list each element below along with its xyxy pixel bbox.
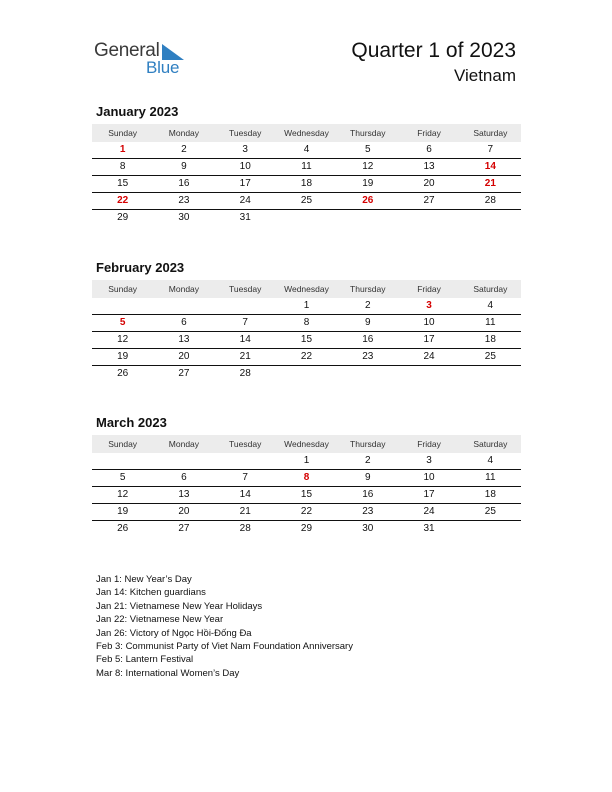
holiday-note: Feb 3: Communist Party of Viet Nam Foundation Anniversary (96, 641, 353, 653)
weekday-header (92, 435, 521, 453)
month-march (92, 414, 521, 537)
day-cell (337, 366, 398, 382)
day-cell: 1 (303, 455, 310, 466)
day-cell: 13 (178, 334, 190, 345)
weekday-label: Friday (417, 284, 441, 294)
day-cell: 28 (484, 195, 496, 206)
day-cell: 16 (362, 489, 374, 500)
day-cell: 25 (300, 195, 313, 206)
weekday-label: Tuesday (229, 439, 262, 449)
week-row (92, 142, 521, 159)
day-cell: 6 (426, 144, 432, 155)
week-row (92, 210, 521, 226)
day-cell (398, 210, 459, 226)
day-cell: 28 (239, 523, 251, 534)
day-cell (276, 210, 337, 226)
day-cell: 22 (300, 506, 313, 517)
weekday-label: Sunday (108, 128, 138, 138)
day-cell: 29 (300, 523, 313, 534)
weekday-label: Thursday (350, 284, 386, 294)
day-cell: 3 (426, 300, 432, 311)
day-cell: 23 (178, 195, 190, 206)
logo-text-general: General (94, 40, 160, 61)
day-cell: 24 (423, 506, 435, 517)
day-cell: 5 (119, 472, 126, 483)
day-cell: 30 (178, 212, 190, 223)
day-cell: 18 (484, 489, 496, 500)
day-cell: 12 (117, 334, 129, 345)
day-cell: 23 (362, 351, 374, 362)
day-cell: 14 (239, 334, 251, 345)
week-row (92, 193, 521, 210)
day-cell: 4 (303, 144, 310, 155)
day-cell (92, 453, 153, 469)
holiday-note: Jan 26: Victory of Ngọc Hồi-Đống Đa (96, 627, 252, 639)
weekday-label: Monday (168, 128, 200, 138)
weekday-label: Wednesday (284, 439, 329, 449)
day-cell: 16 (178, 178, 190, 189)
week-row (92, 470, 521, 487)
day-cell: 28 (239, 368, 251, 379)
week-row (92, 176, 521, 193)
day-cell: 2 (181, 144, 187, 155)
day-cell: 15 (300, 489, 313, 500)
day-cell: 23 (362, 506, 374, 517)
country-name: Vietnam (453, 66, 516, 85)
day-cell (153, 453, 214, 469)
holiday-note: Jan 14: Kitchen guardians (96, 587, 206, 599)
weekday-label: Saturday (473, 439, 508, 449)
day-cell: 11 (485, 472, 496, 483)
day-cell: 19 (117, 351, 129, 362)
week-row (92, 521, 521, 537)
day-cell: 5 (364, 144, 371, 155)
day-cell: 17 (239, 178, 251, 189)
day-cell: 10 (239, 161, 251, 172)
day-cell (398, 366, 459, 382)
week-row (92, 159, 521, 176)
weekday-label: Sunday (108, 284, 138, 294)
day-cell: 11 (485, 317, 496, 328)
day-cell: 17 (423, 334, 435, 345)
day-cell: 5 (119, 317, 126, 328)
weekday-label: Monday (168, 439, 200, 449)
day-cell: 3 (426, 455, 432, 466)
day-cell (215, 298, 276, 314)
brand-logo (94, 40, 194, 80)
day-cell: 13 (178, 489, 190, 500)
day-cell: 19 (362, 178, 374, 189)
weekday-label: Friday (417, 439, 441, 449)
weekday-header (92, 280, 521, 298)
day-cell: 26 (117, 523, 129, 534)
day-cell: 22 (117, 195, 129, 206)
day-cell: 14 (484, 161, 496, 172)
day-cell: 4 (487, 300, 494, 311)
holiday-note: Mar 8: International Women’s Day (96, 667, 240, 679)
day-cell: 22 (300, 351, 313, 362)
weekday-label: Friday (417, 128, 441, 138)
weekday-header (92, 124, 521, 142)
day-cell: 27 (178, 368, 190, 379)
day-cell: 30 (362, 523, 374, 534)
day-cell: 18 (484, 334, 496, 345)
week-row (92, 487, 521, 504)
holiday-note: Jan 22: Vietnamese New Year (96, 614, 224, 626)
week-row (92, 298, 521, 315)
weeks (92, 142, 521, 226)
day-cell (460, 366, 521, 382)
day-cell: 9 (364, 472, 371, 483)
day-cell: 20 (178, 506, 190, 517)
page-title: Quarter 1 of 2023 (351, 39, 516, 62)
weekday-label: Sunday (108, 439, 138, 449)
day-cell: 1 (119, 144, 126, 155)
day-cell: 11 (301, 161, 312, 172)
week-row (92, 332, 521, 349)
day-cell: 2 (364, 455, 371, 466)
day-cell: 10 (423, 317, 435, 328)
day-cell: 20 (178, 351, 190, 362)
month-title: January 2023 (96, 104, 179, 119)
day-cell: 12 (362, 161, 374, 172)
day-cell: 7 (242, 472, 248, 483)
day-cell (460, 210, 521, 226)
week-row (92, 453, 521, 470)
holiday-note: Feb 5: Lantern Festival (96, 654, 194, 666)
day-cell: 1 (303, 300, 310, 311)
week-row (92, 504, 521, 521)
day-cell: 25 (484, 506, 496, 517)
logo-text-blue: Blue (146, 58, 180, 77)
day-cell: 29 (117, 212, 129, 223)
month-february (92, 259, 521, 382)
day-cell: 6 (181, 472, 187, 483)
day-cell: 3 (242, 144, 248, 155)
day-cell: 21 (239, 506, 251, 517)
weekday-label: Thursday (350, 439, 386, 449)
weeks (92, 298, 521, 382)
weekday-label: Saturday (473, 128, 508, 138)
day-cell (276, 366, 337, 382)
day-cell: 8 (303, 472, 310, 483)
month-title: February 2023 (96, 260, 185, 275)
month-january (92, 103, 521, 226)
day-cell: 9 (181, 161, 187, 172)
weeks (92, 453, 521, 537)
holiday-note: Jan 21: Vietnamese New Year Holidays (96, 600, 263, 612)
day-cell: 26 (117, 368, 129, 379)
day-cell: 20 (423, 178, 435, 189)
day-cell: 27 (423, 195, 435, 206)
day-cell: 24 (423, 351, 435, 362)
week-row (92, 366, 521, 382)
day-cell: 21 (239, 351, 251, 362)
day-cell: 8 (303, 317, 310, 328)
day-cell (460, 521, 521, 537)
day-cell: 15 (300, 334, 313, 345)
day-cell: 7 (487, 144, 494, 155)
day-cell: 19 (117, 506, 129, 517)
holiday-notes (96, 573, 353, 680)
day-cell: 24 (239, 195, 251, 206)
weekday-label: Monday (168, 284, 200, 294)
day-cell: 7 (242, 317, 248, 328)
day-cell: 31 (239, 212, 251, 223)
day-cell: 14 (239, 489, 251, 500)
holiday-note: Jan 1: New Year’s Day (96, 574, 192, 585)
day-cell (153, 298, 214, 314)
weekday-label: Tuesday (229, 128, 262, 138)
day-cell: 9 (364, 317, 371, 328)
day-cell: 6 (181, 317, 187, 328)
day-cell: 21 (484, 178, 496, 189)
day-cell: 10 (423, 472, 435, 483)
day-cell: 8 (119, 161, 126, 172)
day-cell: 13 (423, 161, 435, 172)
week-row (92, 315, 521, 332)
day-cell: 16 (362, 334, 374, 345)
weekday-label: Tuesday (229, 284, 262, 294)
day-cell: 31 (423, 523, 435, 534)
day-cell: 18 (300, 178, 313, 189)
week-row (92, 349, 521, 366)
weekday-label: Wednesday (284, 128, 329, 138)
day-cell: 2 (364, 300, 371, 311)
weekday-label: Thursday (350, 128, 386, 138)
day-cell: 17 (423, 489, 435, 500)
day-cell: 12 (117, 489, 129, 500)
day-cell (337, 210, 398, 226)
month-title: March 2023 (96, 415, 167, 430)
day-cell (92, 298, 153, 314)
day-cell: 15 (117, 178, 129, 189)
day-cell: 4 (487, 455, 494, 466)
weekday-label: Wednesday (284, 284, 329, 294)
day-cell: 27 (178, 523, 190, 534)
day-cell: 25 (484, 351, 496, 362)
day-cell: 26 (362, 195, 374, 206)
day-cell (215, 453, 276, 469)
weekday-label: Saturday (473, 284, 508, 294)
